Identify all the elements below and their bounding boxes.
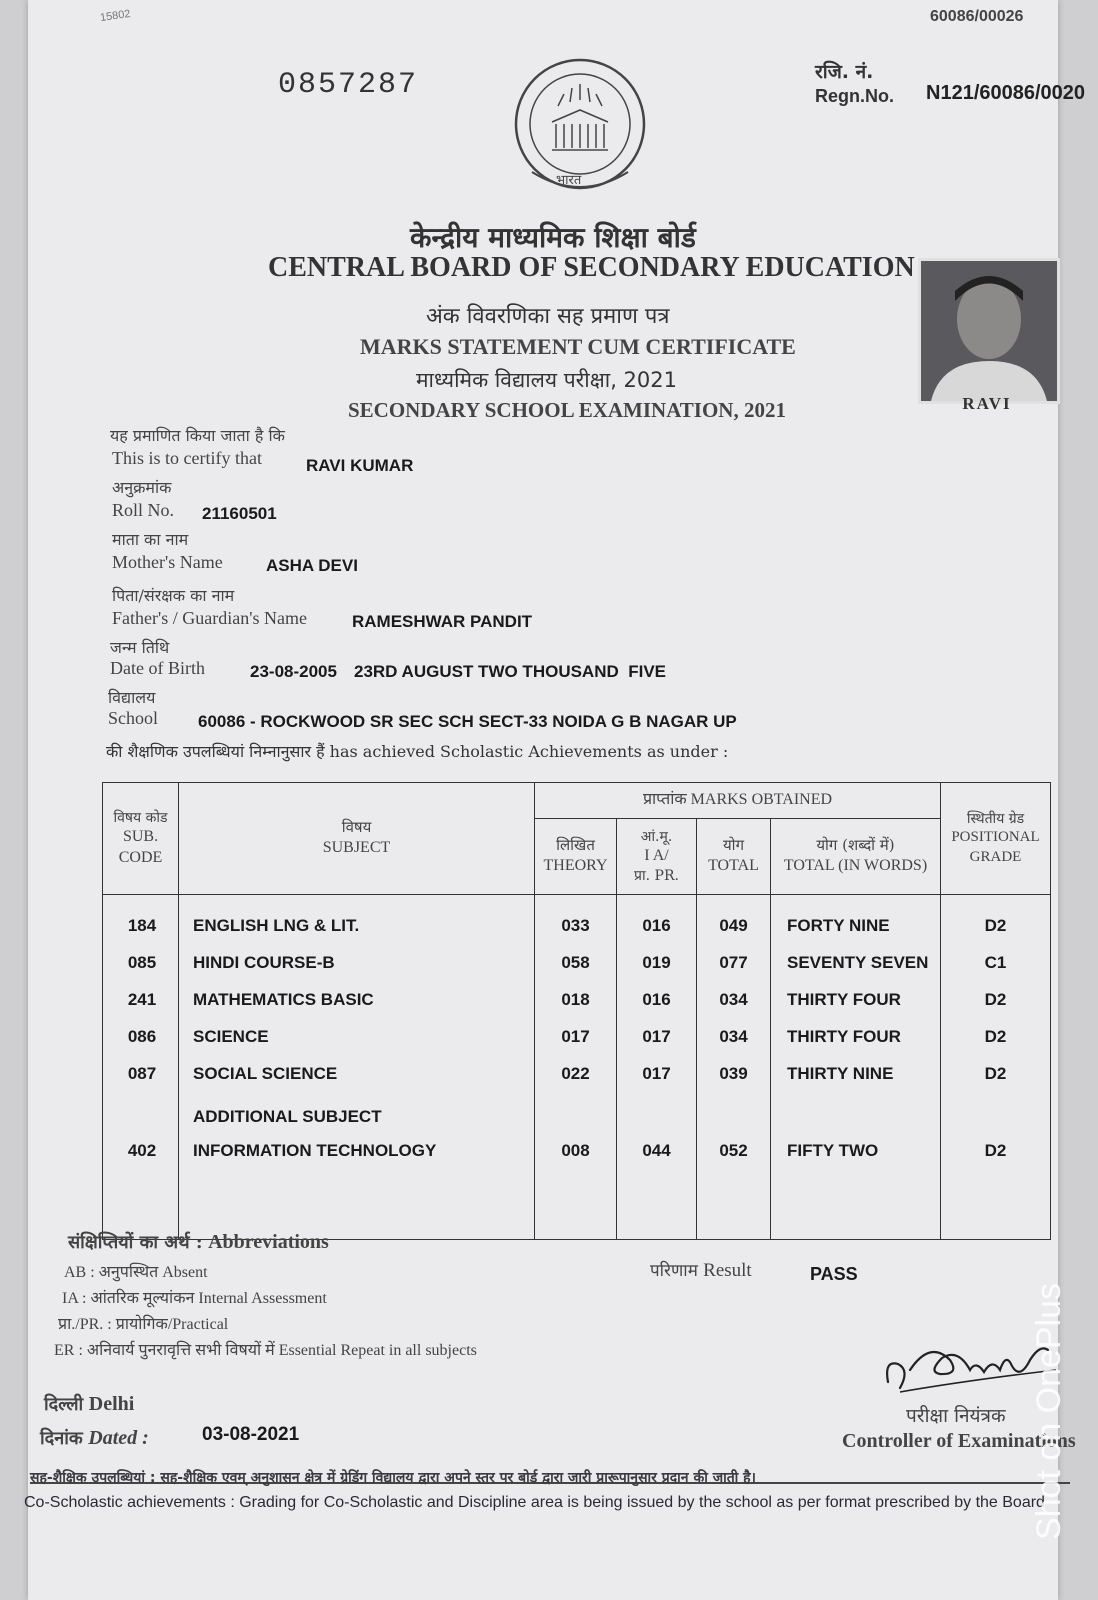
row-code: 241: [127, 990, 157, 1009]
issue-date: 03-08-2021: [202, 1424, 300, 1445]
row-total-words: THIRTY FOUR: [787, 1027, 901, 1046]
header-subject: [179, 783, 535, 895]
achievements-intro: की शैक्षणिक उपलब्धियां निम्नानुसार हैं has achieved Scholastic Achievements as under :: [106, 742, 729, 761]
abbreviation-item: ER : अनिवार्य पुनरावृत्ति सभी विषयों में Essential Repeat in all subjects: [54, 1342, 477, 1359]
row-ia: 019: [642, 953, 671, 972]
controller-title: Controller of Examinations: [842, 1430, 1076, 1452]
row-grade: C1: [984, 953, 1007, 972]
header-total-words-hindi: योग (शब्दों में): [816, 836, 895, 855]
header-grade-line1: POSITIONAL: [951, 829, 1040, 846]
dob-in-words: 23RD AUGUST TWO THOUSAND FIVE: [354, 662, 666, 681]
row-ia: 017: [642, 1064, 671, 1083]
exam-title-hindi: माध्यमिक विद्यालय परीक्षा, 2021: [416, 368, 677, 392]
row-subject: SCIENCE: [193, 1027, 269, 1046]
mother-label: Mother's Name: [112, 552, 223, 572]
regn-label: Regn.No.: [815, 86, 894, 106]
abbreviation-item: प्रा./PR. : प्रायोगिक/Practical: [58, 1316, 229, 1333]
abbreviations-title-english: Abbreviations: [208, 1231, 329, 1253]
column-grade: [941, 895, 1051, 1240]
dob-label: Date of Birth: [110, 658, 205, 678]
header-ia-practical: [617, 819, 697, 895]
place: [44, 1392, 134, 1416]
header-ia-english: I A/: [644, 847, 669, 865]
photo-name-label: RAVI: [962, 394, 1012, 413]
camera-watermark: Shot on OnePlus: [1030, 1282, 1068, 1540]
footer-note-hindi: सह-शैक्षिक उपलब्धियां : सह-शैक्षिक एवम् अनुशासन क्षेत्र में ग्रेडिंग विद्यालय द्वारा अपने स्तर पर बोर्ड द्वारा जारी प्रारूपानुसार प्रदान की जाती है।: [30, 1470, 756, 1486]
header-total-words: [771, 819, 941, 895]
header-theory: [535, 819, 617, 895]
header-theory-hindi: लिखित: [556, 836, 595, 855]
dob-label-hindi: जन्म तिथि: [110, 638, 170, 657]
row-grade: D2: [984, 1141, 1007, 1160]
row-total-words: FORTY NINE: [787, 916, 890, 935]
header-total-hindi: योग: [722, 836, 745, 855]
roll-label-hindi: अनुक्रमांक: [112, 478, 172, 497]
column-theory: [535, 895, 617, 1240]
top-right-code: 60086/00026: [930, 8, 1024, 25]
row-total-words: FIFTY TWO: [787, 1141, 879, 1160]
row-ia: 017: [642, 1027, 671, 1046]
abbreviations-title: [68, 1230, 329, 1254]
exam-title: SECONDARY SCHOOL EXAMINATION, 2021: [348, 398, 786, 422]
row-total-words: THIRTY NINE: [787, 1064, 894, 1083]
row-total: 052: [719, 1141, 748, 1160]
dated-label-hindi: दिनांक: [40, 1428, 83, 1449]
regn-number: N121/60086/0020: [926, 82, 1086, 104]
document-title-hindi: अंक विवरणिका सह प्रमाण पत्र: [426, 304, 670, 329]
roll-label: Roll No.: [112, 500, 175, 520]
row-theory: 018: [561, 990, 590, 1009]
row-total: 077: [719, 953, 748, 972]
header-marks-obtained: प्राप्तांक MARKS OBTAINED: [535, 783, 941, 819]
header-practical: प्रा. PR.: [634, 867, 679, 884]
mother-name: ASHA DEVI: [266, 556, 358, 575]
abbreviation-item: AB : अनुपस्थित Absent: [64, 1264, 208, 1281]
father-label-hindi: पिता/संरक्षक का नाम: [112, 586, 235, 605]
header-grade-line2: GRADE: [969, 848, 1022, 865]
school-label: School: [108, 708, 159, 728]
row-theory: 058: [561, 953, 590, 972]
certify-label-hindi: यह प्रमाणित किया जाता है कि: [110, 426, 285, 445]
row-code: 402: [127, 1141, 157, 1160]
row-code: 184: [127, 916, 157, 935]
mother-label-hindi: माता का नाम: [112, 530, 189, 549]
row-ia: 044: [642, 1141, 671, 1160]
candidate-name: RAVI KUMAR: [306, 456, 414, 475]
result-label: [650, 1258, 752, 1282]
header-sub-code-line2: CODE: [118, 848, 163, 866]
header-total: [697, 819, 771, 895]
row-theory: 008: [561, 1141, 590, 1160]
row-total: 049: [719, 916, 748, 935]
row-theory: 022: [561, 1064, 590, 1083]
row-theory: 017: [561, 1027, 590, 1046]
controller-title-hindi: परीक्षा नियंत्रक: [906, 1405, 1006, 1427]
column-total-words: [771, 895, 941, 1240]
abbreviation-item: IA : आंतरिक मूल्यांकन Internal Assessment: [62, 1290, 327, 1307]
row-total-words: SEVENTY SEVEN: [787, 953, 929, 972]
father-label: Father's / Guardian's Name: [112, 608, 307, 628]
result-label-english: Result: [703, 1260, 752, 1281]
candidate-photo: [918, 258, 1060, 404]
board-name: CENTRAL BOARD OF SECONDARY EDUCATION: [268, 252, 915, 283]
row-total: 034: [719, 990, 748, 1009]
document-title: MARKS STATEMENT CUM CERTIFICATE: [360, 334, 796, 359]
certify-label: This is to certify that: [112, 448, 262, 468]
father-name: RAMESHWAR PANDIT: [352, 612, 533, 631]
row-subject: MATHEMATICS BASIC: [193, 990, 374, 1009]
row-grade: D2: [984, 1027, 1007, 1046]
place-english: Delhi: [88, 1393, 135, 1415]
header-theory-english: THEORY: [543, 856, 608, 874]
row-total-words: THIRTY FOUR: [787, 990, 901, 1009]
marks-table: [102, 782, 1051, 1240]
abbreviations-title-hindi: संक्षिप्तियों का अर्थ :: [68, 1232, 203, 1253]
header-total-words-english: TOTAL (IN WORDS): [783, 856, 928, 874]
row-grade: D2: [984, 916, 1007, 935]
row-grade: D2: [984, 1064, 1007, 1083]
header-sub-code-hindi: विषय कोड: [113, 809, 168, 826]
header-ia-hindi: आं.मू.: [640, 828, 673, 845]
result-value: PASS: [810, 1264, 858, 1284]
row-subject: HINDI COURSE-B: [193, 953, 335, 972]
regn-label-hindi: रजि. नं.: [815, 61, 874, 83]
row-subject: INFORMATION TECHNOLOGY: [193, 1141, 437, 1160]
row-theory: 033: [561, 916, 590, 935]
header-total-english: TOTAL: [708, 856, 759, 874]
column-ia: [617, 895, 697, 1240]
header-subject-hindi: विषय: [341, 818, 372, 837]
dated-label: [40, 1426, 149, 1450]
dob-value: 23-08-2005: [250, 662, 337, 681]
row-ia: 016: [642, 916, 671, 935]
place-hindi: दिल्ली: [44, 1394, 84, 1415]
header-sub-code-line1: SUB.: [122, 827, 159, 845]
column-total: [697, 895, 771, 1240]
footer-note-english: Co-Scholastic achievements : Grading for Co-Scholastic and Discipline area is being issued by the school as per format prescribed by the Board: [24, 1494, 1045, 1511]
header-grade-hindi: स्थितीय ग्रेड: [966, 810, 1025, 827]
header-sub-code: [103, 783, 179, 895]
school-label-hindi: विद्यालय: [108, 688, 156, 707]
seal-center-text: भारत: [556, 173, 582, 188]
header-subject-english: SUBJECT: [322, 838, 391, 856]
row-total: 039: [719, 1064, 748, 1083]
row-ia: 016: [642, 990, 671, 1009]
column-subjects: [179, 895, 535, 1240]
row-total: 034: [719, 1027, 748, 1046]
roll-number: 21160501: [202, 504, 277, 523]
additional-subject-label: ADDITIONAL SUBJECT: [193, 1107, 382, 1126]
column-codes: [103, 895, 179, 1240]
dated-label-english: Dated :: [88, 1427, 149, 1449]
header-grade: [941, 783, 1051, 895]
row-subject: SOCIAL SCIENCE: [193, 1064, 338, 1083]
school-name: 60086 - ROCKWOOD SR SEC SCH SECT-33 NOIDA G B NAGAR UP: [198, 712, 737, 731]
top-left-code: 15802: [99, 7, 132, 25]
serial-number: 0857287: [278, 68, 419, 102]
board-name-hindi: केन्द्रीय माध्यमिक शिक्षा बोर्ड: [410, 221, 696, 254]
row-subject: ENGLISH LNG & LIT.: [193, 916, 360, 935]
row-code: 087: [127, 1064, 157, 1083]
row-grade: D2: [984, 990, 1007, 1009]
row-code: 086: [127, 1027, 157, 1046]
result-label-hindi: परिणाम: [650, 1261, 698, 1281]
row-code: 085: [127, 953, 157, 972]
